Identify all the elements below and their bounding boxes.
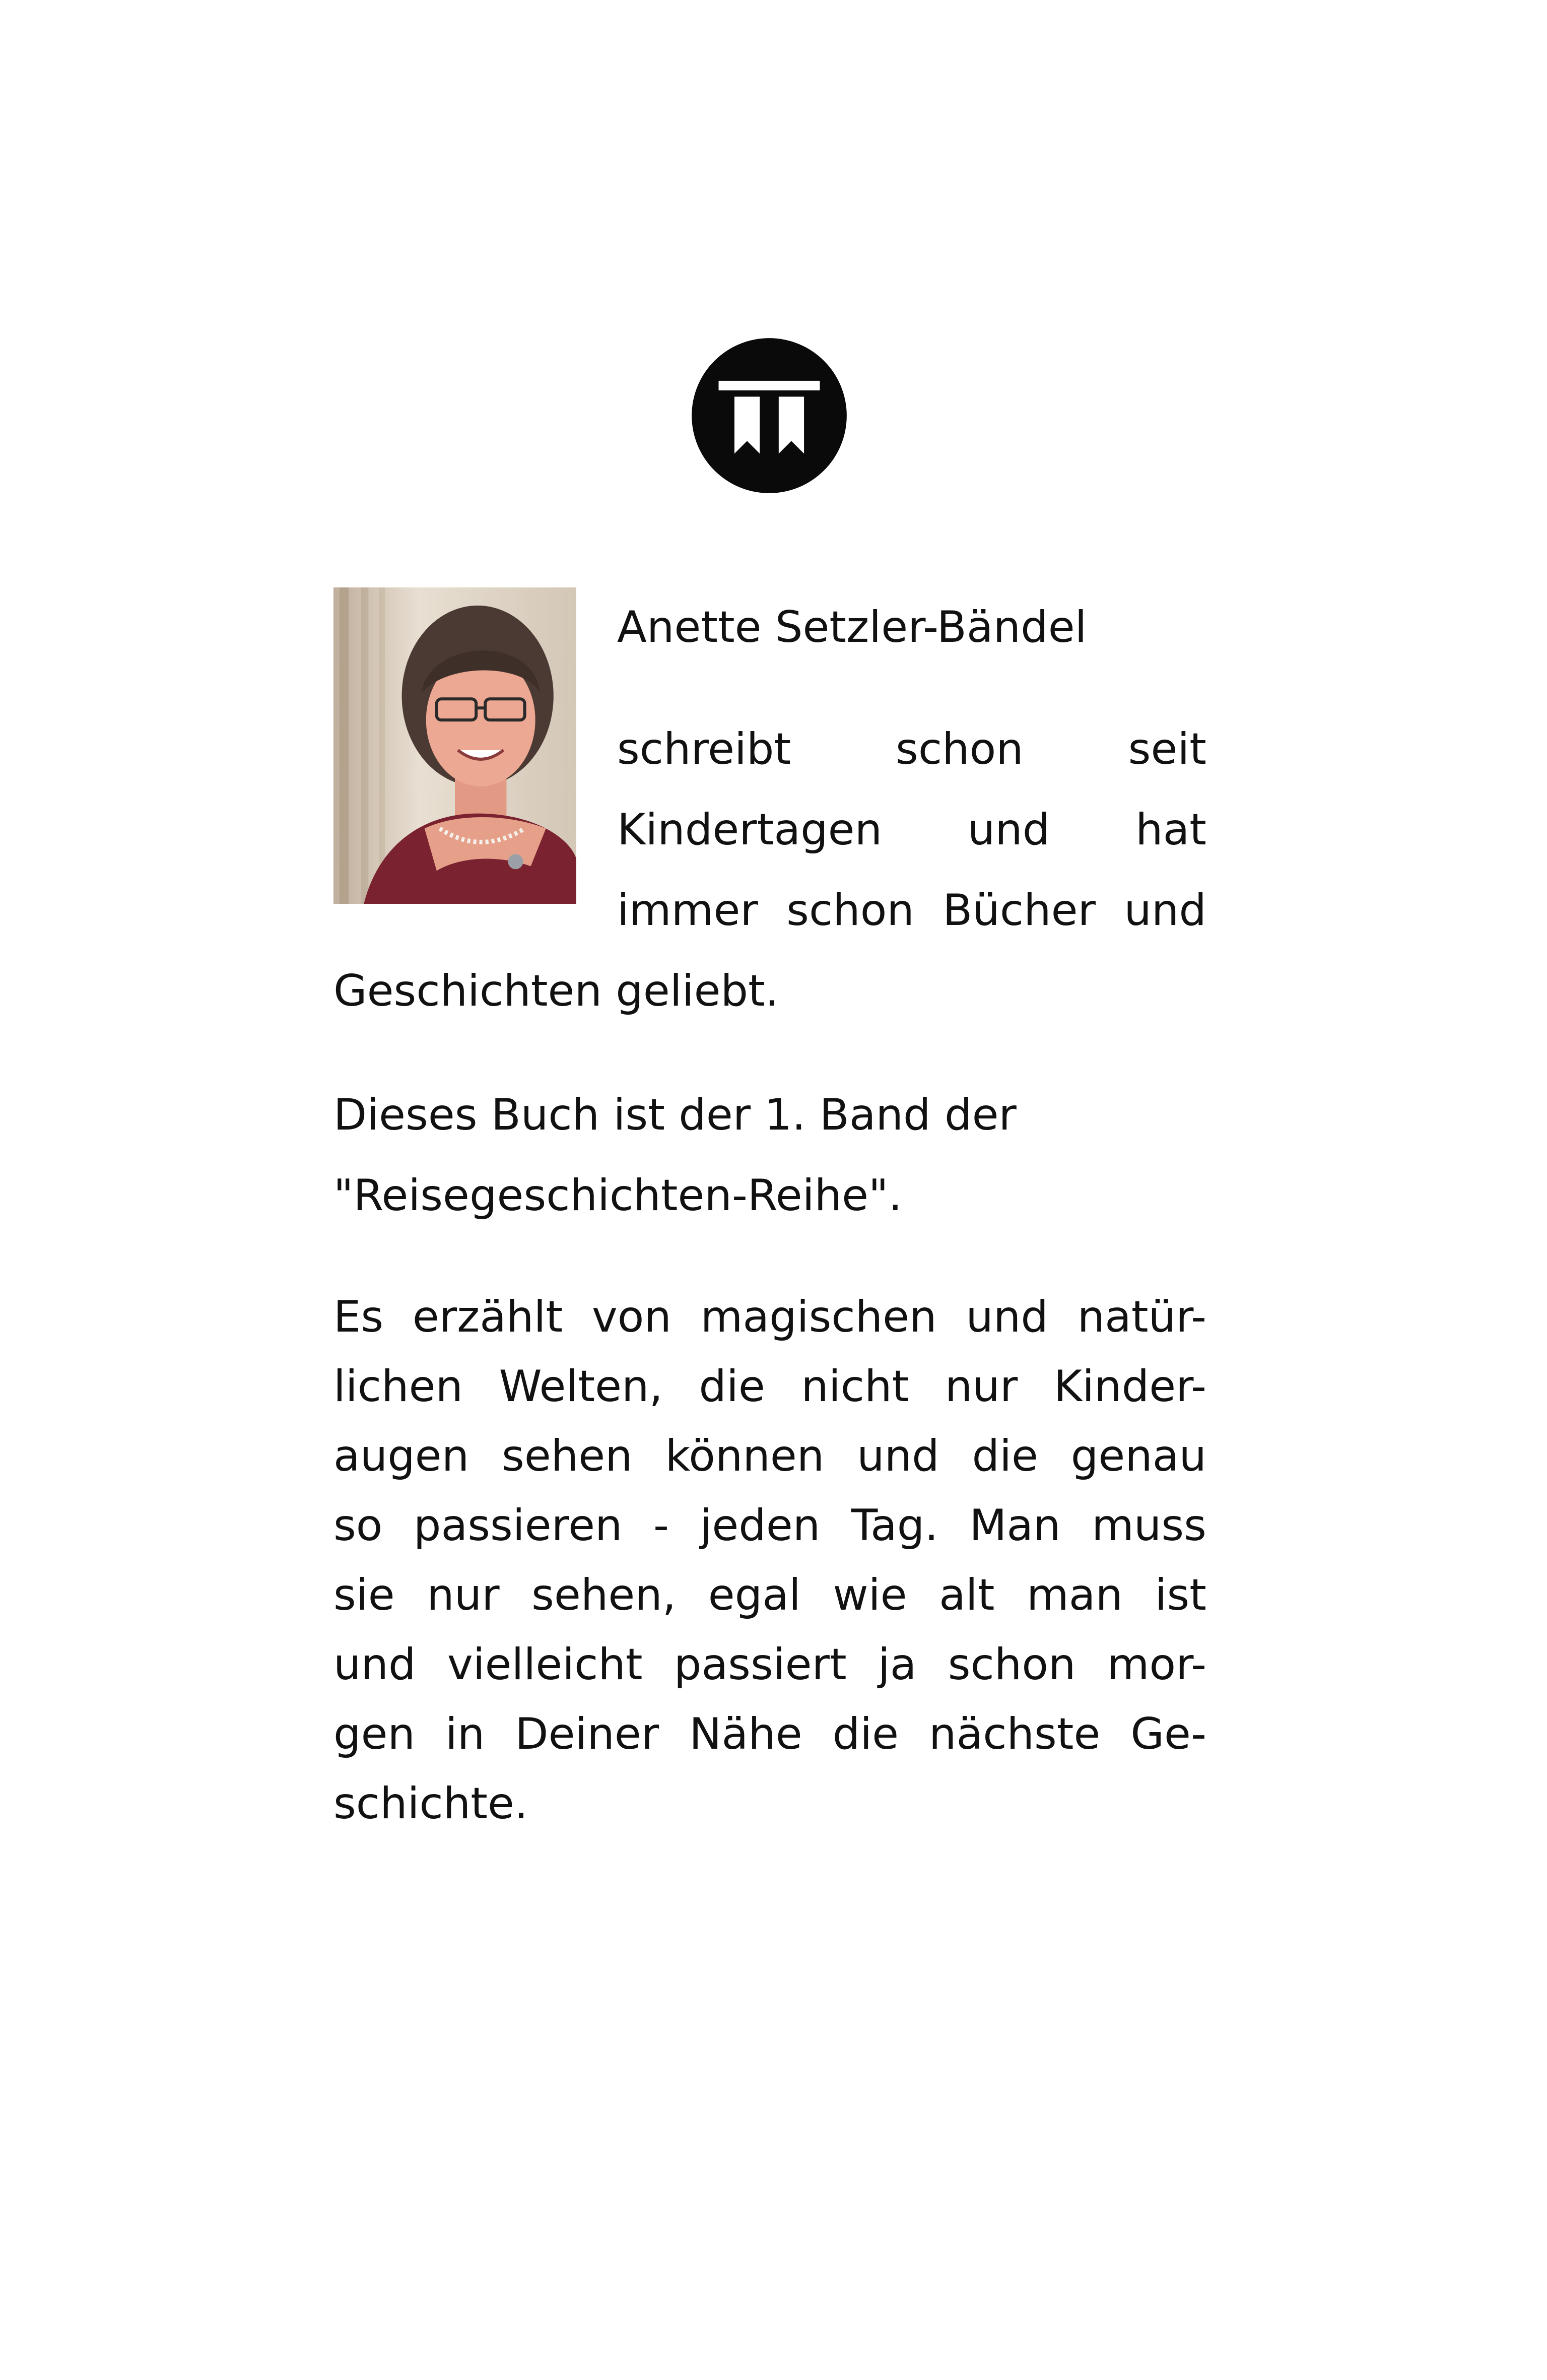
- author-intro: [617, 709, 1206, 951]
- description-line: gen in Deiner Nähe die nächste Ge-: [333, 1709, 1206, 1759]
- series-info-line: "Reisegeschichten-Reihe".: [333, 1170, 902, 1221]
- intro-tail: Geschichten geliebt.: [333, 966, 779, 1016]
- description-line: und vielleicht passiert ja schon mor-: [333, 1639, 1206, 1690]
- author-name: Anette Setzler-Bändel: [617, 602, 1087, 652]
- description-line: so passieren - jeden Tag. Man muss: [333, 1500, 1206, 1551]
- series-info-line: Dieses Buch ist der 1. Band der: [333, 1090, 1017, 1140]
- description-line: augen sehen können und die genau: [333, 1431, 1206, 1481]
- book-description-paragraph: [333, 1282, 1206, 1838]
- description-line: lichen Welten, die nicht nur Kinder-: [333, 1361, 1206, 1412]
- publisher-logo-icon: [690, 337, 848, 495]
- intro-line: immer schon Bücher und: [617, 885, 1206, 936]
- series-info-paragraph: [333, 1075, 1206, 1236]
- intro-line: schreibt schon seit: [617, 724, 1206, 774]
- description-line: sie nur sehen, egal wie alt man ist: [333, 1570, 1206, 1620]
- description-line: schichte.: [333, 1778, 528, 1829]
- intro-line: Kindertagen und hat: [617, 805, 1206, 855]
- description-line: Es erzählt von magischen und natür-: [333, 1292, 1206, 1342]
- author-portrait-photo: [333, 587, 576, 904]
